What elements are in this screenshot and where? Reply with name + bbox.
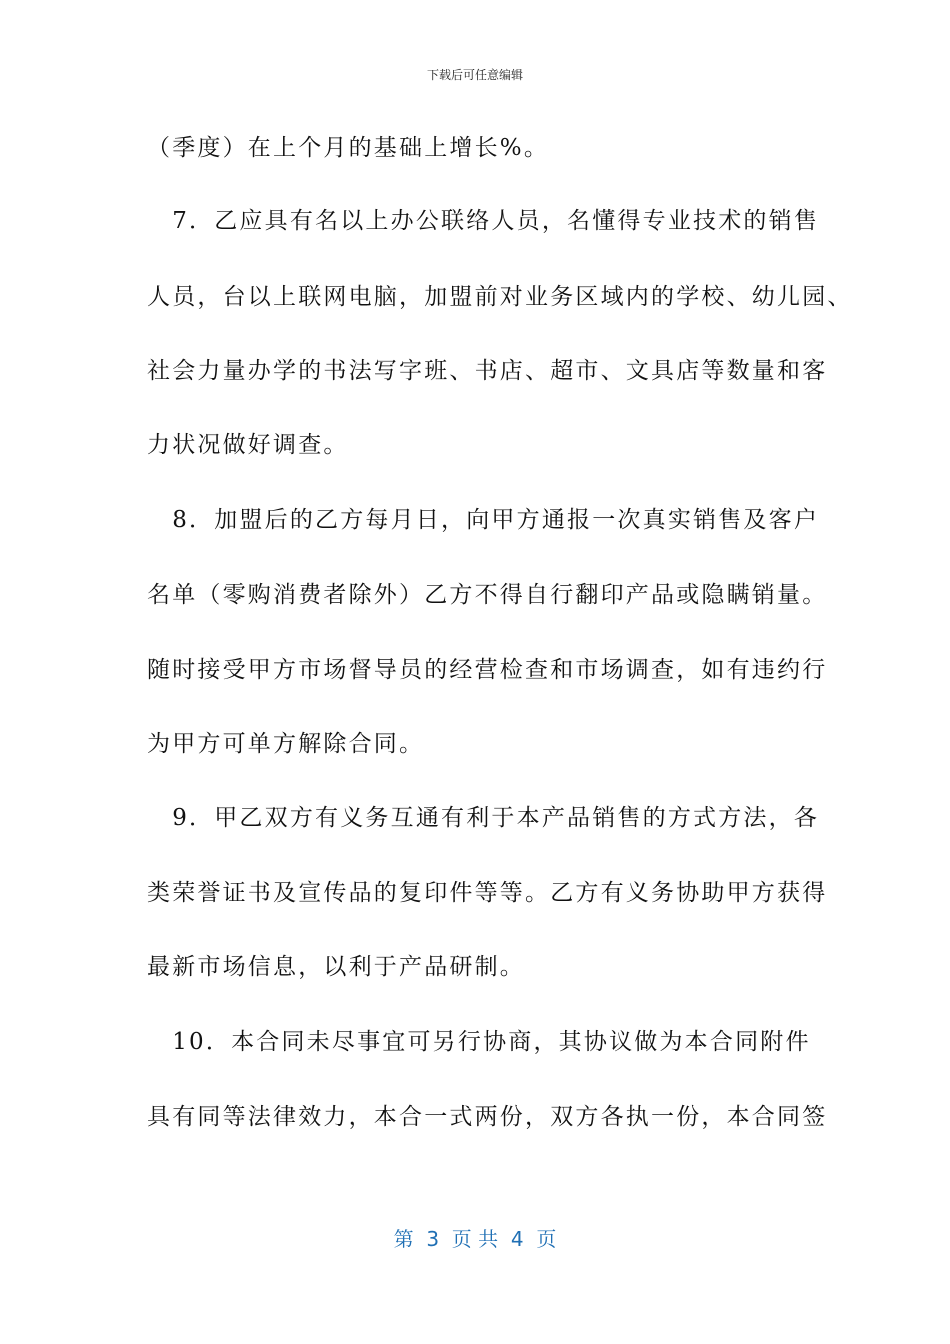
text-line: 8．加盟后的乙方每月日，向甲方通报一次真实销售及客户 — [147, 507, 820, 533]
text-line: 具有同等法律效力，本合一式两份，双方各执一份，本合同签 — [147, 1104, 828, 1130]
text-line: 力状况做好调查。 — [147, 432, 349, 458]
text-line: 类荣誉证书及宣传品的复印件等等。乙方有义务协助甲方获得 — [147, 880, 828, 906]
text-line: 10．本合同未尽事宜可另行协商，其协议做为本合同附件 — [147, 1029, 811, 1055]
text-line: 社会力量办学的书法写字班、书店、超市、文具店等数量和客 — [147, 358, 828, 384]
text-line: 最新市场信息，以利于产品研制。 — [147, 954, 525, 980]
text-line: 7．乙应具有名以上办公联络人员，名懂得专业技术的销售 — [147, 208, 820, 234]
text-line: 人员，台以上联网电脑，加盟前对业务区域内的学校、幼儿园、 — [147, 284, 853, 310]
text-line: 9．甲乙双方有义务互通有利于本产品销售的方式方法，各 — [147, 805, 820, 831]
text-line: 名单（零购消费者除外）乙方不得自行翻印产品或隐瞒销量。 — [147, 582, 828, 608]
page-header-note: 下载后可任意编辑 — [426, 68, 523, 82]
text-line: （季度）在上个月的基础上增长%。 — [147, 135, 550, 161]
text-line: 为甲方可单方解除合同。 — [147, 731, 425, 757]
page-number-footer: 第 3 页 共 4 页 — [393, 1227, 557, 1251]
text-line: 随时接受甲方市场督导员的经营检查和市场调查，如有违约行 — [147, 657, 828, 683]
